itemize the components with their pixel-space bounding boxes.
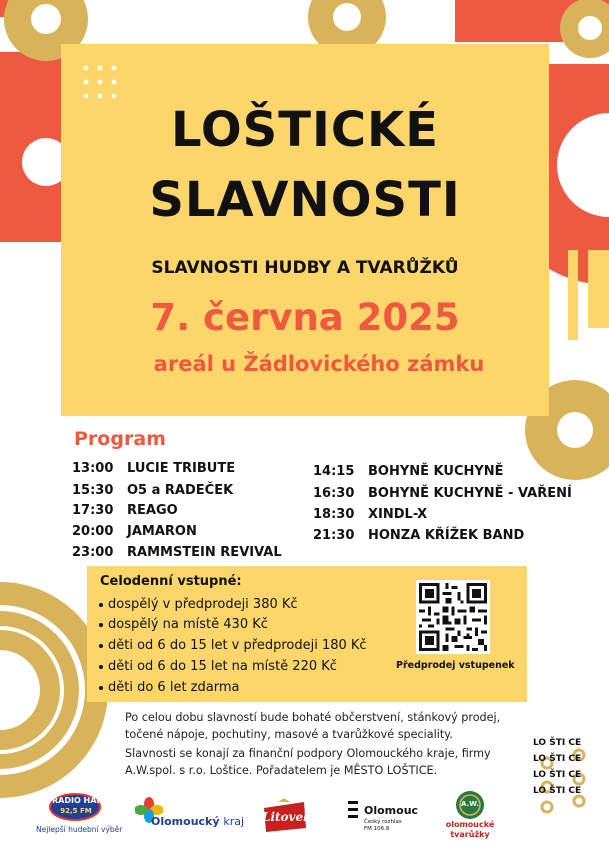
subtitle: SLAVNOSTI HUDBY A TVARŮŽKŮ [151, 258, 459, 278]
cro-sub2: FM 106.8 [364, 826, 390, 832]
qr-code[interactable] [416, 580, 490, 654]
logo-text: ŠTI [549, 738, 566, 748]
schedule-time: 14:15 [313, 464, 355, 479]
bullet-icon [99, 665, 103, 669]
bullet-icon [99, 623, 103, 627]
tvaruzky-line2: tvarůžky [450, 830, 490, 839]
ticket-heading: Celodenní vstupné: [100, 574, 242, 589]
bullet-icon [99, 603, 103, 607]
litovel-name: Litovel [262, 810, 308, 824]
program-heading: Program [74, 428, 166, 450]
schedule-act: JAMARON [127, 524, 197, 539]
sponsor-litovel [258, 798, 310, 836]
schedule-time: 20:00 [72, 524, 114, 539]
radio-hana-slogan: Nejlepší hudební výběr [36, 825, 123, 834]
schedule-time: 15:30 [72, 483, 114, 498]
cro-name: Olomouc [364, 804, 419, 817]
schedule-time: 13:00 [72, 461, 114, 476]
schedule-act: HONZA KŘÍŽEK BAND [368, 528, 525, 543]
schedule-act: BOHYNĚ KUCHYNĚ [368, 464, 504, 479]
event-venue: areál u Žádlovického zámku [153, 352, 485, 376]
info-paragraph-1: Po celou dobu slavností bude bohaté občerstvení, stánkový prodej, točené nápoje, pochutiny, masové a tvarůžkové speciality. [125, 711, 501, 741]
logo-text: LO [533, 754, 547, 764]
ticket-price-item: děti od 6 do 15 let na místě 220 Kč [99, 659, 337, 674]
schedule-act: RAMMSTEIN REVIVAL [127, 545, 282, 560]
lostice-logo [533, 735, 603, 831]
olomoucky-kraj-name: Olomoucký kraj [151, 815, 245, 828]
logo-text: CE [568, 738, 582, 748]
radio-hana-name: RADIO HANÁ [52, 796, 110, 805]
logo-text: ŠTI [549, 770, 566, 780]
sponsor-tvaruzky [440, 790, 500, 840]
presale-label: Předprodej vstupenek [396, 660, 515, 671]
schedule-time: 21:30 [313, 528, 355, 543]
schedule-time: 18:30 [313, 507, 355, 522]
bullet-icon [99, 686, 103, 690]
ochre-ring-hole [31, 4, 61, 34]
schedule-act: O5 a RADEČEK [127, 483, 234, 498]
ticket-price-item: děti do 6 let zdarma [99, 680, 239, 695]
schedule-act: LUCIE TRIBUTE [127, 461, 236, 476]
schedule-time: 16:30 [313, 486, 355, 501]
logo-text: CE [568, 754, 582, 764]
ticket-price-item: děti od 6 do 15 let v předprodeji 180 Kč [99, 638, 367, 653]
sponsor-radio-hana [36, 793, 123, 839]
schedule-time: 17:30 [72, 503, 114, 518]
title-line-2: SLAVNOSTI [149, 172, 461, 228]
sponsor-olomoucky-kraj [135, 797, 245, 837]
yellow-bar2-shape [588, 250, 609, 328]
logo-text: ŠTI [549, 754, 566, 764]
tvaruzky-badge: A.W. [460, 800, 480, 808]
ticket-price-item: dospělý na místě 430 Kč [99, 617, 268, 632]
cro-sub1: Český rozhlas [364, 819, 402, 825]
bullet-icon [99, 644, 103, 648]
ticket-price-item: dospělý v předprodeji 380 Kč [99, 597, 298, 612]
tvaruzky-line1: olomoucké [445, 820, 495, 829]
event-date: 7. června 2025 [150, 296, 460, 339]
schedule-act: BOHYNĚ KUCHYNĚ - VAŘENÍ [368, 486, 572, 501]
schedule-time: 23:00 [72, 545, 114, 560]
logo-text: LO [533, 786, 547, 796]
info-paragraph-2: Slavnosti se konají za finanční podpory Olomouckého kraje, firmy A.W.spol. s r.o. Loštice. Pořadatelem je MĚSTO LOŠTICE. [125, 747, 491, 777]
schedule-act: XINDL-X [368, 507, 428, 522]
title-line-1: LOŠTICKÉ [170, 102, 440, 158]
logo-text: CE [568, 770, 582, 780]
schedule-act: REAGO [127, 503, 178, 518]
logo-text: LO [533, 770, 547, 780]
logo-text: CE [568, 786, 582, 796]
sponsor-cesky-rozhlas [346, 800, 426, 836]
yellow-bar-shape [568, 250, 578, 340]
logo-text: ŠTI [549, 786, 566, 796]
radio-hana-freq: 92,5 FM [60, 807, 92, 815]
ochre-ring-top-hole [333, 3, 361, 31]
cro-icon [346, 800, 360, 822]
logo-text: LO [533, 738, 547, 748]
